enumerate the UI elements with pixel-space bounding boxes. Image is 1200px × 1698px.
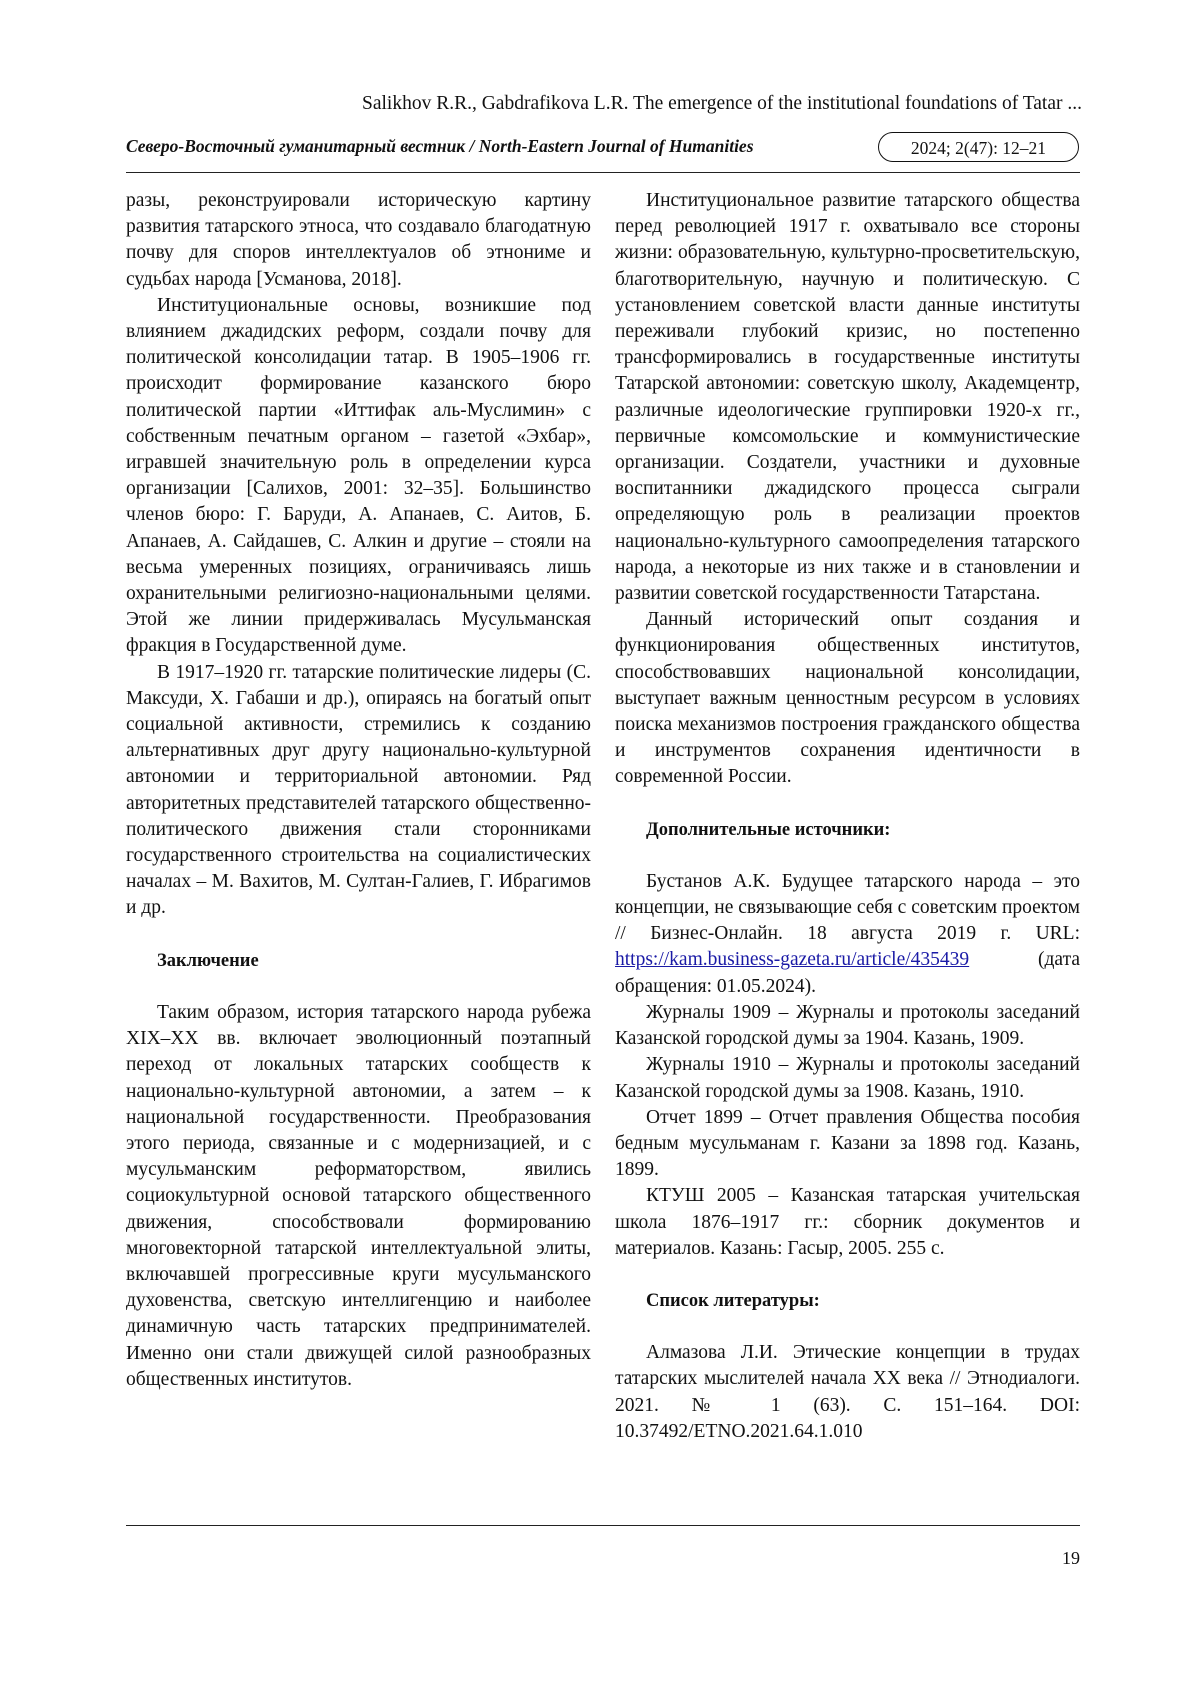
body-paragraph: Институциональное развитие татарского общества перед революцией 1917 г. охватывало все стороны жизни: образовательную, культурно-просветительскую, благотворительную, научную и политическую. С установлением советской власти данные институты переживали глубокий кризис, но постепенно трансформировались в государственные институты Татарской автономии: советскую школу, Академцентр, различные идеологические группировки 1920-х гг., первичные комсомольские и коммунистические организации. Создатели, участники и духовные воспитанники джадидского процесса сыграли определяющую роль в реализации проектов национально-культурного самоопределения татарского народа, а некоторые из них также и в становлении и развитии советской государственности Татарстана. [615,190,1080,605]
journal-title: Северо-Восточный гуманитарный вестник / North-Eastern Journal of Humanities [126,136,754,156]
body-paragraph: Данный исторический опыт создания и функционирования общественных институтов, способствовавших национальной консолидации, выступает важным ценностным ресурсом в условиях поиска механизмов построения гражданского общества и инструментов сохранения идентичности в современной России. [615,609,1080,788]
body-paragraph: Институциональные основы, возникшие под влиянием джадидских реформ, создали почву для политической консолидации татар. В 1905–1906 гг. происходит формирование казанского бюро политической партии «Иттифак аль-Муслимин» с собственным печатным органом – газетой «Эхбар», игравшей значительную роль в определении курса организации [Салихов, 2001: 32–35]. Большинство членов бюро: Г. Баруди, А. Апанаев, С. Аитов, Б. Апанаев, А. Сайдашев, С. Алкин и другие – стояли на весьма умеренных позициях, ограничиваясь лишь охранительными религиозно-национальными целями. Этой же линии придерживалась Мусульманская фракция в Государственной думе. [126,294,591,657]
literature-heading: Список литературы: [646,1290,820,1311]
issue-badge: 2024; 2(47): 12–21 [878,132,1079,162]
page-number: 19 [1062,1548,1080,1568]
source-entry: Журналы 1910 – Журналы и протоколы заседаний Казанской городской думы за 1908. Казань, 1910. [615,1054,1080,1102]
source-entry [615,869,1080,1000]
source-entry: Отчет 1899 – Отчет правления Общества пособия бедным мусульманам г. Казани за 1898 год. Казань, 1899. [615,1106,1080,1181]
header-rule [126,172,1080,173]
source-entry: Журналы 1909 – Журналы и протоколы заседаний Казанской городской думы за 1904. Казань, 1909. [615,1001,1080,1050]
literature-entry: Алмазова Л.И. Этические концепции в трудах татарских мыслителей начала XX века // Этнодиалоги. 2021. № 1 (63). С. 151–164. DOI: 10.37492/ETNO.2021.64.1.010 [615,1342,1080,1442]
source-url-link[interactable]: https://kam.business-gazeta.ru/article/435439 [615,949,970,971]
body-paragraph: В 1917–1920 гг. татарские политические лидеры (С. Максуди, Х. Габаши и др.), опираясь на богатый опыт социальной активности, стремились к созданию альтернативных друг другу национально-культурной автономии и территориальной автономии. Ряд авторитетных представителей татарского общественно-политического движения стали сторонниками государственного строительства на социалистических началах – М. Вахитов, М. Султан-Галиев, Г. Ибрагимов и др. [126,661,591,919]
right-column [615,188,1080,1445]
conclusion-paragraph: Таким образом, история татарского народа рубежа XIX–XX вв. включает эволюционный поэтапный переход от локальных татарских сообществ к национально-культурной автономии, а затем – к национальной государственности. Преобразования этого периода, связанные и с модернизацией, и с мусульманским реформаторством, явились социокультурной основой татарского общественного движения, способствовали формированию многовекторной татарской интеллектуальной элиты, включавшей прогрессивные круги мусульманского духовенства, светскую интеллигенцию и наиболее динамичную часть татарских предпринимателей. Именно они стали движущей силой разнообразных общественных институтов. [126,1001,591,1390]
footer-rule [126,1525,1080,1526]
source-entry-text: Бустанов А.К. Будущее татарского народа – это концепции, не связывающие себя с советским проектом // Бизнес-Онлайн. 18 августа 2019 г. URL: [615,870,1080,945]
source-entry: КТУШ 2005 – Казанская татарская учительская школа 1876–1917 гг.: сборник документов и материалов. Казань: Гасыр, 2005. 255 с. [615,1185,1080,1259]
body-paragraph: разы, реконструировали историческую картину развития татарского этноса, что создавало благодатную почву для споров интеллектуалов об этнониме и судьбах народа [Усманова, 2018]. [126,190,591,290]
conclusion-heading: Заключение [157,950,259,971]
source-entry-tail: (дата обращения: 01.05.2024). [615,949,1080,997]
running-head: Salikhov R.R., Gabdrafikova L.R. The emergence of the institutional foundations of Tatar ... [362,93,1082,114]
sources-heading: Дополнительные источники: [646,819,891,840]
left-column [126,188,591,1393]
